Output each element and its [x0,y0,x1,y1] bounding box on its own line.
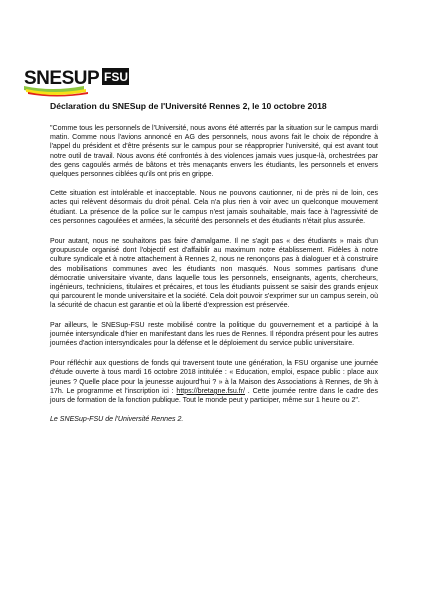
signature: Le SNESup-FSU de l'Université Rennes 2. [50,416,184,424]
logo-wordmark: SNESUP [24,68,100,89]
paragraph-4: Par ailleurs, le SNESup-FSU reste mobilisé contre la politique du gouvernement et a participé à la journée intersyndicale d'hier en manifestant dans les rues de Rennes. Il répondra présent pour les autres journées d'action intersyndicales pour la défense et le déploiement du service public universitaire. [50,321,378,348]
paragraph-5 [50,359,378,405]
snesup-fsu-logo [22,56,132,98]
logo-graphic [22,56,132,98]
document-title: Déclaration du SNESup de l'Université Rennes 2, le 10 octobre 2018 [50,101,327,111]
logo-fsu-text: FSU [104,70,128,84]
document-body [50,124,378,434]
paragraph-5-text-start: Pour réfléchir aux questions de fonds qui traversent toute une génération, la FSU organise une journée d'étude ouverte à tous mardi 16 octobre 2018 intitulée : « Education, emploi, espace public : place aux jeunes ? Quelle place pour la jeunesse aujourd'hui ? » à la Maison des Associations à Rennes, de 9h à 17h. Le programme et l'inscription ici : [50,360,378,395]
paragraph-2: Cette situation est intolérable et inacceptable. Nous ne pouvons cautionner, ni de près ni de loin, ces actes qui relèvent désormais du droit pénal. Cela n'a plus rien à voir avec un quelconque mouvement étudiant. La présence de la police sur le campus n'est jamais souhaitable, mais face à l'agressivité de ces personnes cagoulées et armées, la sécurité des personnels et des étudiants n'était plus assurée. [50,190,378,225]
paragraph-3: Pour autant, nous ne souhaitons pas faire d'amalgame. Il ne s'agit pas « des étudiants » mais d'un groupuscule organisé dont l'objectif est d'affaiblir au maximum notre établissement. Fidèles à notre culture syndicale et à notre attachement à Rennes 2, nous ne renonçons pas à dialoguer et à construire des mobilisations communes avec les étudiants non masqués. Nous sommes partisans d'une démocratie universitaire vivante, dans laquelle tous les personnels, enseignants, agents, chercheurs, ingénieurs, techniciens, titulaires et précaires, et tous les étudiants puissent se saisir des grands enjeux qui parcourent le monde universitaire et la société. Cela doit pouvoir s'exprimer sur un campus serein, où la sécurité de chacun est garantie et où la liberté d'expression est préservée. [50,238,378,310]
registration-link[interactable]: https://bretagne.fsu.fr/ [176,387,245,395]
paragraph-5-text-end: . Cette journée rentre dans le cadre des jours de formation de la fonction publique. Tout le monde peut y participer, même sur 1 heure ou 2". [50,387,378,405]
paragraph-1: "Comme tous les personnels de l'Université, nous avons été atterrés par la situation sur le campus mardi matin. Comme nous l'avions annoncé en AG des personnels, nous avons fait le choix de répondre à l'appel du président et d'être présents sur le campus pour se réapproprier l'université, qui est avant tout notre outil de travail. Nous avons été confrontés à des violences jamais vues jusque-là, orchestrées par des gens cagoulés armés de bâtons et très menaçants envers les étudiants, les personnels et envers quelques personnes ciblées qu'ils ont pris en grippe. [50,125,378,179]
